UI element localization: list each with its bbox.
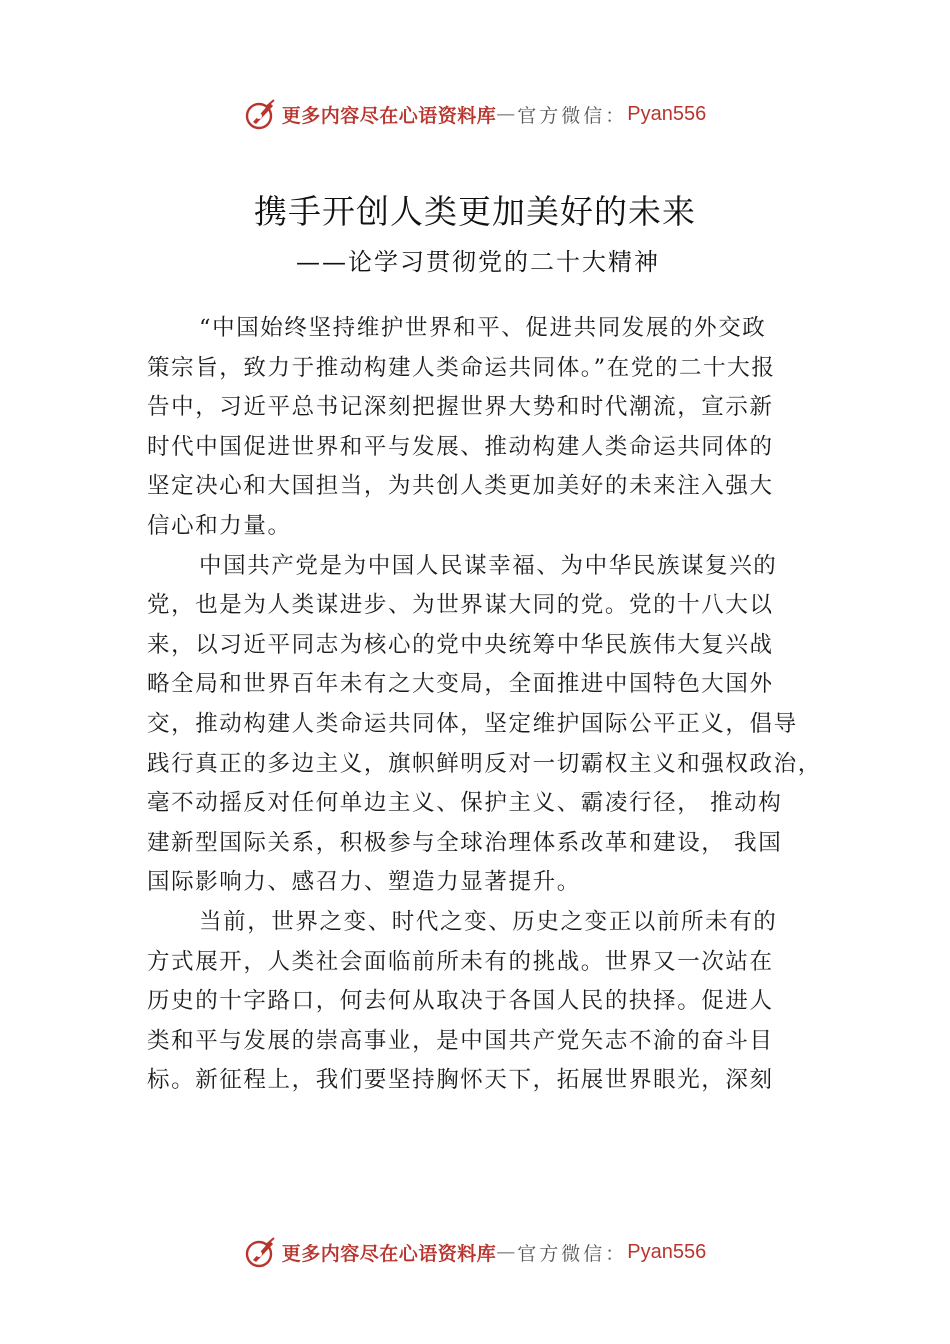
paragraph-2-line-1: 中国共产党是为中国人民谋幸福、为中华民族谋复兴的 (199, 552, 778, 579)
paragraph-2-line-4: 略全局和世界百年未有之大变局，全面推进中国特色大国外 (147, 671, 774, 698)
paragraph-2-line-3: 来，以习近平同志为核心的党中央统筹中华民族伟大复兴战 (147, 631, 774, 658)
article-body (147, 309, 847, 1101)
paragraph-2-line-8: 建新型国际关系，积极参与全球治理体系改革和建设， 我国 (147, 829, 783, 856)
quill-pen-logo-icon (244, 97, 278, 131)
watermark-banner-bottom (0, 1232, 950, 1272)
watermark-separator: — (496, 103, 518, 125)
paragraph-3-line-5: 标。新征程上，我们要坚持胸怀天下，拓展世界眼光，深刻 (147, 1067, 774, 1094)
paragraph-1-line-6: 信心和力量。 (147, 512, 292, 539)
paragraph-2-line-6: 践行真正的多边主义，旗帜鲜明反对一切霸权主义和强权政治， (147, 750, 822, 777)
paragraph-2-line-2: 党，也是为人类谋进步、为世界谋大同的党。党的十八大以 (147, 592, 774, 619)
paragraph-3-line-2: 方式展开，人类社会面临前所未有的挑战。世界又一次站在 (147, 948, 774, 975)
watermark-wechat-id: Pyan556 (627, 102, 707, 125)
watermark-wechat-label: 官方微信： (517, 104, 628, 127)
watermark-separator: — (496, 1241, 518, 1263)
paragraph-1-line-1: “中国始终坚持维护世界和平、促进共同发展的外交政 (199, 315, 767, 341)
paragraph-1-line-3: 告中，习近平总书记深刻把握世界大势和时代潮流，宣示新 (147, 394, 774, 421)
paragraph-1-line-4: 时代中国促进世界和平与发展、推动构建人类命运共同体的 (147, 433, 774, 460)
paragraph-2-line-7: 毫不动摇反对任何单边主义、保护主义、霸凌行径， 推动构 (147, 790, 783, 817)
paragraph-3-line-1: 当前，世界之变、时代之变、历史之变正以前所未有的 (199, 908, 778, 935)
watermark-wechat-label: 官方微信： (517, 1242, 628, 1265)
article-subtitle: ——论学习贯彻党的二十大精神 (296, 248, 660, 276)
quill-pen-logo-icon (244, 1235, 278, 1269)
watermark-banner-top (0, 94, 950, 134)
watermark-wechat-id: Pyan556 (627, 1240, 707, 1263)
paragraph-3-line-3: 历史的十字路口，何去何从取决于各国人民的抉择。促进人 (147, 988, 774, 1015)
article-title: 携手开创人类更加美好的未来 (254, 192, 696, 231)
watermark-brand-text: 更多内容尽在心语资料库 (281, 104, 497, 127)
watermark-brand-text: 更多内容尽在心语资料库 (281, 1242, 497, 1265)
paragraph-1-line-2: 策宗旨，致力于推动构建人类命运共同体。”在党的二十大报 (147, 354, 776, 381)
paragraph-2-line-5: 交，推动构建人类命运共同体，坚定维护国际公平正义，倡导 (147, 710, 798, 737)
paragraph-1-line-5: 坚定决心和大国担当，为共创人类更加美好的未来注入强大 (147, 473, 774, 500)
paragraph-2-line-9: 国际影响力、感召力、塑造力显著提升。 (147, 869, 581, 896)
paragraph-3-line-4: 类和平与发展的崇高事业，是中国共产党矢志不渝的奋斗目 (147, 1027, 774, 1054)
